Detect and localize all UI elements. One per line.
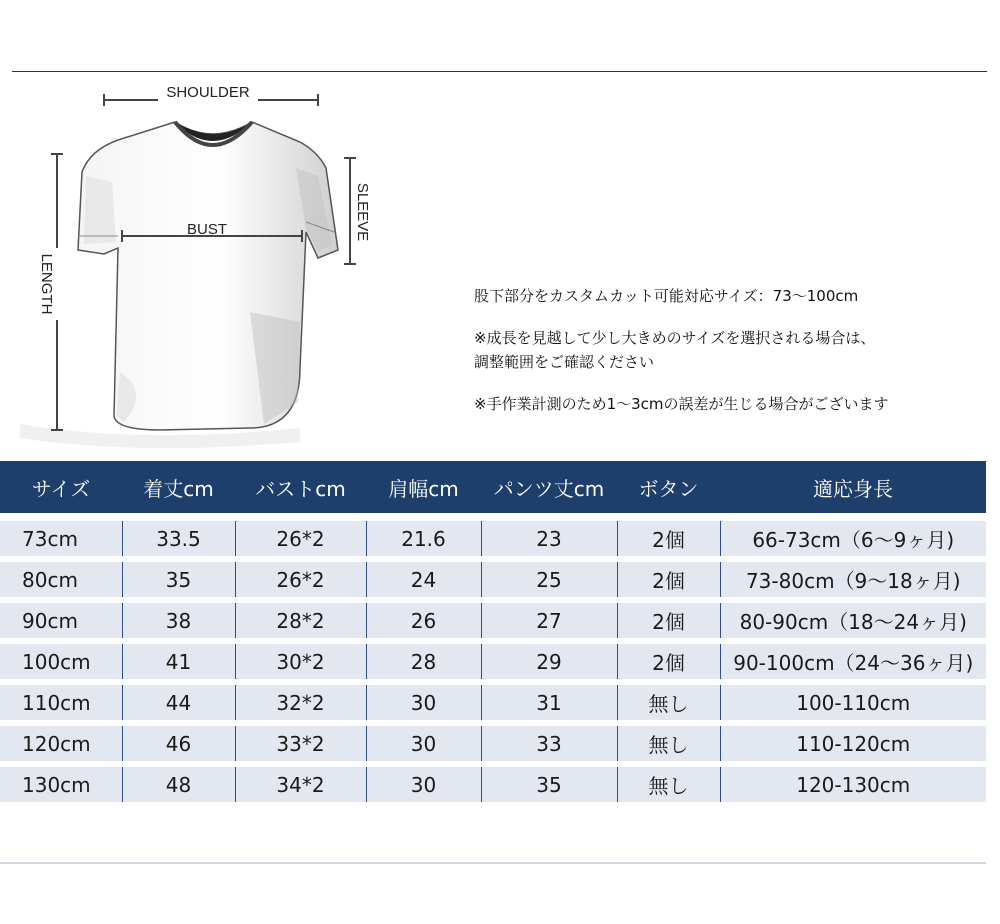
- bottom-divider: [0, 862, 986, 864]
- cell-bust: 28*2: [235, 600, 366, 641]
- cell-length: 44: [122, 682, 235, 723]
- cell-buttons: 2個: [617, 517, 720, 559]
- cell-size: 90cm: [0, 600, 122, 641]
- measurement-error-note: ※手作業計測のため1～3cmの誤差が生じる場合がございます: [474, 395, 889, 413]
- growth-note-line1: ※成長を見越して少し大きめのサイズを選択される場合は、: [474, 329, 876, 347]
- table-row: [0, 517, 986, 559]
- cell-shoulder: 21.6: [366, 517, 481, 559]
- header-pants-length: パンツ丈cm: [481, 461, 617, 517]
- cell-pants-length: 23: [481, 517, 617, 559]
- shoulder-label: SHOULDER: [166, 84, 250, 101]
- cell-size: 110cm: [0, 682, 122, 723]
- tshirt-measurement-diagram: [0, 72, 420, 452]
- cell-pants-length: 29: [481, 641, 617, 682]
- table-row: [0, 559, 986, 600]
- length-label: LENGTH: [38, 253, 55, 315]
- size-chart-header-row: [0, 461, 986, 517]
- cell-size: 130cm: [0, 764, 122, 805]
- notes-block: [474, 284, 994, 416]
- cell-fit-height: 110-120cm: [720, 723, 986, 764]
- cell-bust: 26*2: [235, 517, 366, 559]
- cell-size: 100cm: [0, 641, 122, 682]
- cell-bust: 33*2: [235, 723, 366, 764]
- sleeve-label: SLEEVE: [354, 182, 371, 242]
- cell-size: 120cm: [0, 723, 122, 764]
- cell-buttons: 2個: [617, 600, 720, 641]
- cell-fit-height: 66-73cm（6～9ヶ月): [720, 517, 986, 559]
- cell-shoulder: 30: [366, 723, 481, 764]
- cell-fit-height: 90-100cm（24～36ヶ月): [720, 641, 986, 682]
- cell-pants-length: 27: [481, 600, 617, 641]
- table-row: [0, 600, 986, 641]
- table-row: [0, 723, 986, 764]
- cell-length: 33.5: [122, 517, 235, 559]
- shoulder-measure-line: [104, 84, 318, 106]
- cell-pants-length: 31: [481, 682, 617, 723]
- header-fit-height: 適応身長: [720, 461, 986, 517]
- cell-fit-height: 73-80cm（9～18ヶ月): [720, 559, 986, 600]
- cell-buttons: 2個: [617, 559, 720, 600]
- cell-bust: 32*2: [235, 682, 366, 723]
- cell-length: 46: [122, 723, 235, 764]
- cell-size: 80cm: [0, 559, 122, 600]
- cell-shoulder: 26: [366, 600, 481, 641]
- cell-shoulder: 28: [366, 641, 481, 682]
- cell-pants-length: 33: [481, 723, 617, 764]
- table-row: [0, 682, 986, 723]
- tshirt-outline: [78, 122, 338, 430]
- cell-length: 35: [122, 559, 235, 600]
- cell-shoulder: 24: [366, 559, 481, 600]
- header-buttons: ボタン: [617, 461, 720, 517]
- cell-buttons: 無し: [617, 723, 720, 764]
- cell-bust: 30*2: [235, 641, 366, 682]
- header-shoulder: 肩幅cm: [366, 461, 481, 517]
- length-measure-line: [36, 154, 63, 430]
- cell-bust: 34*2: [235, 764, 366, 805]
- cell-shoulder: 30: [366, 682, 481, 723]
- cell-fit-height: 80-90cm（18～24ヶ月): [720, 600, 986, 641]
- cell-buttons: 2個: [617, 641, 720, 682]
- cell-fit-height: 100-110cm: [720, 682, 986, 723]
- header-bust: バストcm: [235, 461, 366, 517]
- header-size: サイズ: [0, 461, 122, 517]
- cell-length: 41: [122, 641, 235, 682]
- cell-pants-length: 25: [481, 559, 617, 600]
- table-row: [0, 764, 986, 805]
- cell-bust: 26*2: [235, 559, 366, 600]
- custom-cut-note: 股下部分をカスタムカット可能対応サイズ：73～100cm: [474, 287, 859, 305]
- cell-length: 48: [122, 764, 235, 805]
- bust-label: BUST: [186, 221, 228, 238]
- cell-buttons: 無し: [617, 682, 720, 723]
- cell-size: 73cm: [0, 517, 122, 559]
- table-row: [0, 641, 986, 682]
- sleeve-measure-line: [344, 158, 374, 264]
- header-length: 着丈cm: [122, 461, 235, 517]
- cell-length: 38: [122, 600, 235, 641]
- cell-buttons: 無し: [617, 764, 720, 805]
- cell-shoulder: 30: [366, 764, 481, 805]
- growth-note-line2: 調整範囲をご確認ください: [474, 353, 655, 371]
- cell-pants-length: 35: [481, 764, 617, 805]
- cell-fit-height: 120-130cm: [720, 764, 986, 805]
- size-chart-table: [0, 461, 986, 808]
